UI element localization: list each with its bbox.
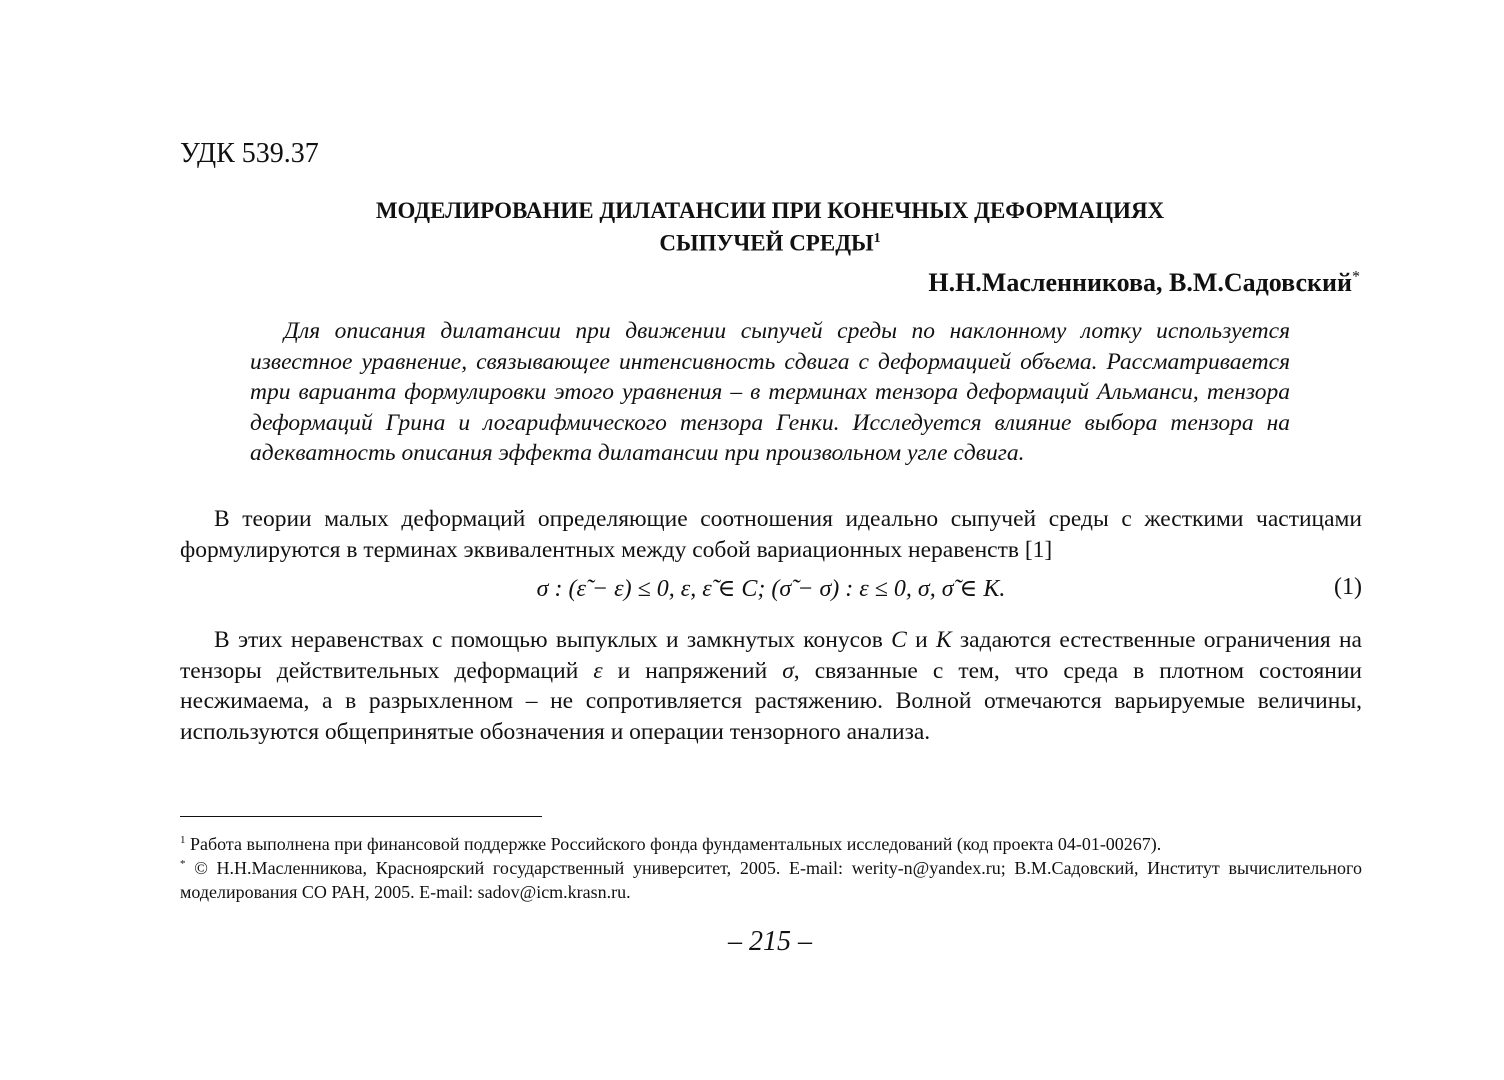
article-title <box>180 197 1360 258</box>
footnote-2-text: © Н.Н.Масленникова, Красноярский государственный университет, 2005. E-mail: werity-n@yandex.ru; В.М.Садовский, Институт вычислительного моделирования СО РАН, 2005. E-mail: sadov@icm.krasn.ru. <box>180 858 1362 902</box>
symbol-sigma: σ <box>782 657 794 684</box>
footnote-separator <box>180 816 542 817</box>
page-number: – 215 – <box>728 926 812 957</box>
symbol-C: C <box>891 627 907 653</box>
body-paragraph-1 <box>180 504 1362 565</box>
paragraph-2-text-1: В этих неравенствах с помощью выпуклых и замкнутых конусов <box>214 627 892 653</box>
paragraph-2-text-3: задаются естественные ограничения на тензоры действительных деформаций <box>180 627 1362 684</box>
formula-expression: σ : (ε̃ − ε) ≤ 0, ε, ε̃ ∈ C; (σ̃ − σ) : ε ≤ 0, σ, σ̃ ∈ K. <box>536 576 1006 602</box>
footnote-1-mark: 1 <box>180 834 186 846</box>
symbol-epsilon: ε <box>593 657 603 684</box>
author-footnote-mark: * <box>1352 268 1360 286</box>
footnote-2 <box>180 852 1362 904</box>
formula-number: (1) <box>1334 574 1362 600</box>
author-names: Н.Н.Масленникова, В.М.Садовский <box>928 268 1352 297</box>
footnote-2-mark: * <box>180 858 186 870</box>
abstract <box>250 316 1290 469</box>
abstract-text: Для описания дилатансии при движении сыпучей среды по наклонному лотку используется известное уравнение, связывающее интенсивность сдвига с деформацией объема. Рассматривается три варианта формулировки этого уравнения – в терминах тензора деформаций Альманси, тензора деформаций Грина и логарифмического тензора Генки. Исследуется влияние выбора тензора на адекватность описания эффекта дилатансии при произвольном угле сдвига. <box>250 318 1290 466</box>
body-paragraph-2 <box>180 625 1362 747</box>
title-line-2 <box>180 225 1360 258</box>
formula-1 <box>180 574 1362 610</box>
title-line-2-text: СЫПУЧЕЙ СРЕДЫ <box>659 230 874 256</box>
paragraph-2-text-2: и <box>906 627 936 653</box>
paragraph-2-text-5: , связанные с тем, что среда в плотном состоянии несжимаема, а в разрыхленном – не сопротивляется растяжению. Волной отмечаются варьируемые величины, используются общепринятые обозначения и операции тензорного анализа. <box>180 657 1362 745</box>
paragraph-2-text-4: и напряжений <box>602 657 783 684</box>
symbol-K: K <box>935 627 952 653</box>
footnote-1-text: Работа выполнена при финансовой поддержке Российского фонда фундаментальных исследований (код проекта 04-01-00267). <box>185 834 1162 854</box>
title-line-1: МОДЕЛИРОВАНИЕ ДИЛАТАНСИИ ПРИ КОНЕЧНЫХ ДЕФОРМАЦИЯХ <box>375 198 1165 223</box>
paragraph-1-text: В теории малых деформаций определяющие соотношения идеально сыпучей среды с жесткими частицами формулируются в терминах эквивалентных между собой вариационных неравенств [1] <box>180 506 1362 563</box>
title-footnote-mark: 1 <box>873 231 881 246</box>
udk-code: УДК 539.37 <box>180 138 319 169</box>
authors <box>928 268 1360 298</box>
